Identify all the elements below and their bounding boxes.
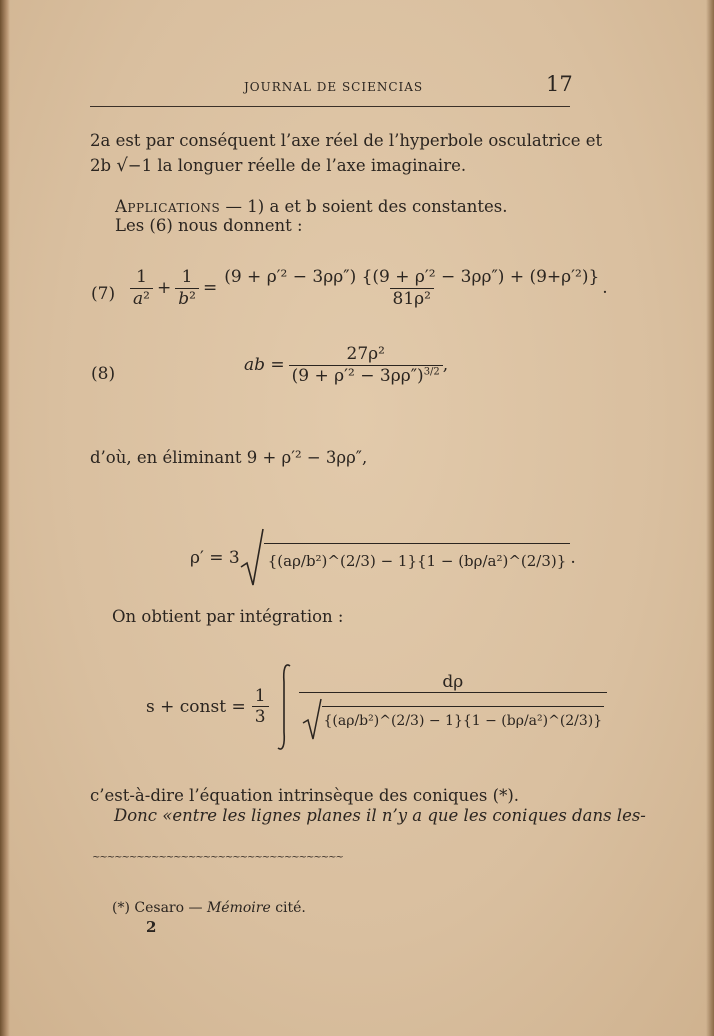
paragraph-line (90, 155, 466, 176)
fraction: $\frac{1}{\text{a²}}$ (130, 268, 153, 309)
paragraph-line: Les (6) nous donnent : (115, 216, 303, 235)
equation-lhs: ab = (244, 355, 285, 376)
paragraph-line: Donc «entre les lignes planes il n’y a que les coniques dans les- (114, 806, 646, 825)
fraction-denominator: 81ρ² (390, 288, 434, 309)
equation-7: $\frac{1}{\text{a²}}$ + $\frac{1}{\text{b²}}$ = $\frac{\text{(9 + ρ′² − 3ρρ″) \{(9 + ρ′² − 3ρρ″) + (9+ρ′²)\}}}{\text{81ρ²}}$ . (130, 268, 608, 309)
section-label: Applications (115, 197, 221, 216)
radical-sign (240, 527, 264, 589)
paragraph-line: c’est-à-dire l’équation intrinsèque des coniques (*). (90, 786, 520, 805)
integrand-numerator: dρ (442, 671, 464, 692)
rho-prime-equation: ρ′ = 3 {(aρ/b²)^(2/3) − 1}{1 − (bρ/a²)^(2/3)} . (190, 527, 576, 589)
fraction-numerator: 27ρ² (346, 344, 385, 364)
equation-8: ab = $\frac{\text{27ρ²}}{(9 + \rho'^2 - 3\rho\rho'')^{3/2}}$ , (244, 344, 449, 386)
fraction-numerator: (9 + ρ′² − 3ρρ″) {(9 + ρ′² − 3ρρ″) + (9+ρ′²)} (224, 267, 600, 287)
fraction: $\frac{1}{\text{b²}}$ (175, 268, 199, 309)
binding-shadow (0, 0, 10, 1036)
equation-label: (7) (91, 284, 116, 304)
running-header: JOURNAL DE SCIENCIAS (244, 80, 424, 94)
fraction-denominator: $(9 + \rho'^2 - 3\rho\rho'')^{3/2}$ (289, 365, 443, 386)
integral-sign (275, 662, 293, 752)
paragraph-text: −1 la longuer réelle de l’axe imaginaire. (127, 156, 467, 175)
sqrt-symbol: √ (116, 155, 128, 176)
fraction (299, 673, 608, 742)
math-term: 2b (90, 156, 112, 175)
fraction (221, 268, 602, 309)
radical-sign (302, 697, 322, 741)
paragraph-line: d’où, en éliminant 9 + ρ′² − 3ρρ″, (90, 448, 368, 467)
fraction: $\frac{1}{3}$ (252, 687, 269, 728)
page-number: 17 (546, 72, 573, 96)
page-edge (706, 0, 714, 1036)
paragraph-line: On obtient par intégration : (112, 607, 344, 626)
paragraph-line: 2a est par conséquent l’axe réel de l’hyperbole osculatrice et (90, 131, 603, 150)
fraction (289, 345, 443, 386)
footnote: (*) Cesaro — Mémoire cité. (112, 900, 306, 916)
integrand-denominator: {(aρ/b²)^(2/3) − 1}{1 − (bρ/a²)^(2/3)} (299, 692, 608, 741)
integral-equation (146, 662, 607, 752)
paragraph-text: — 1) a et b soient des constantes. (225, 197, 508, 216)
header-rule (90, 106, 570, 107)
footnote-rule: ~~~~~~~~~~~~~~~~~~~~~~~~~~~~~~~~~~ (92, 852, 343, 863)
equation-label: (8) (91, 364, 116, 384)
radicand: {(aρ/b²)^(2/3) − 1}{1 − (bρ/a²)^(2/3)} (264, 543, 571, 574)
equation-lhs: s + const = (146, 697, 246, 717)
applications-line (115, 197, 507, 216)
equation-lhs: ρ′ = 3 (190, 548, 240, 568)
signature-mark: 2 (146, 918, 157, 936)
